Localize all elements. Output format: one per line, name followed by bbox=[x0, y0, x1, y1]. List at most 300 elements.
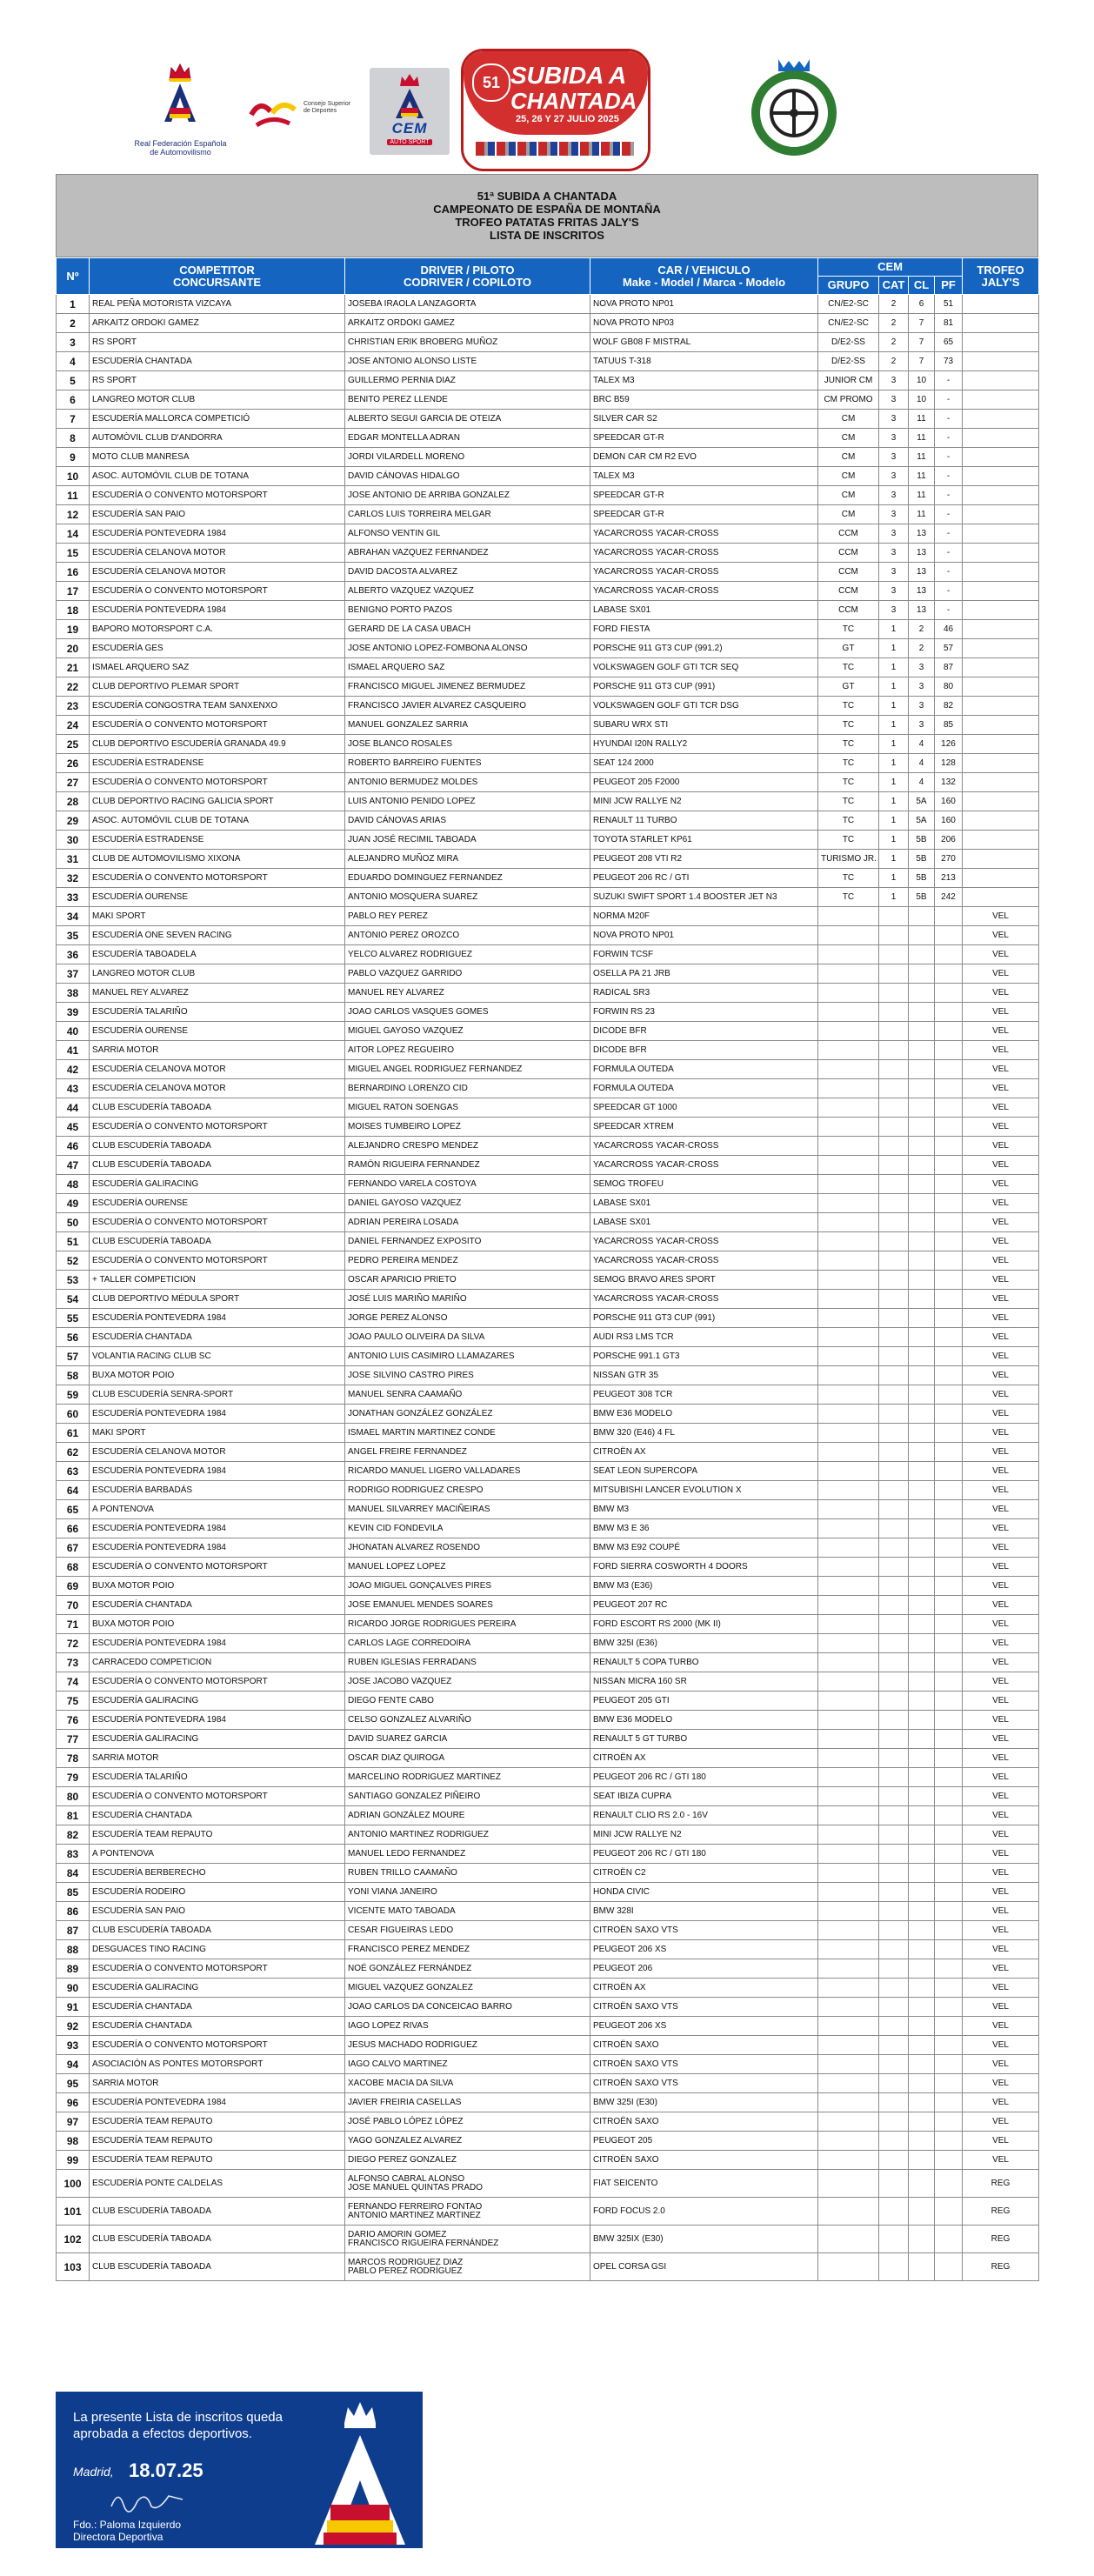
cell-trofeo: VEL bbox=[963, 1271, 1039, 1290]
cell-cl bbox=[909, 1672, 935, 1692]
table-row bbox=[57, 2151, 1039, 2170]
header-cem: CEM bbox=[818, 258, 963, 277]
cell-grupo bbox=[818, 1883, 879, 1902]
header-trofeo-2: JALY'S bbox=[981, 275, 1020, 289]
cell-cat bbox=[879, 2170, 909, 2198]
cell-driver: IAGO LOPEZ RIVAS bbox=[345, 2017, 590, 2036]
cell-entry-number: 91 bbox=[57, 1998, 90, 2017]
cell-cat bbox=[879, 2036, 909, 2055]
cell-cl: 4 bbox=[909, 735, 935, 754]
cell-pf bbox=[935, 1787, 963, 1806]
cell-entry-number: 19 bbox=[57, 620, 90, 639]
logo-line-2: CHANTADA bbox=[510, 88, 637, 114]
cell-cat bbox=[879, 1251, 909, 1271]
cell-competitor: ESCUDERÍA O CONVENTO MOTORSPORT bbox=[90, 773, 345, 792]
cell-driver: FRANCISCO JAVIER ALVAREZ CASQUEIRO bbox=[345, 697, 590, 716]
cell-grupo bbox=[818, 2036, 879, 2055]
cell-competitor: ESCUDERÍA GALIRACING bbox=[90, 1730, 345, 1749]
cell-competitor: ESCUDERÍA PONTE CALDELAS bbox=[90, 2170, 345, 2198]
cell-pf: 132 bbox=[935, 773, 963, 792]
header-car bbox=[590, 258, 818, 295]
cell-grupo bbox=[818, 2093, 879, 2112]
cell-entry-number: 51 bbox=[57, 1232, 90, 1251]
cell-grupo: GT bbox=[818, 639, 879, 658]
cell-vehicle: SPEEDCAR GT-R bbox=[590, 429, 818, 448]
cell-pf bbox=[935, 1194, 963, 1213]
cell-cl bbox=[909, 1711, 935, 1730]
cell-driver: ADRIAN PEREIRA LOSADA bbox=[345, 1213, 590, 1232]
cell-driver: LUIS ANTONIO PENIDO LOPEZ bbox=[345, 792, 590, 811]
cem-logo bbox=[370, 68, 450, 155]
table-row bbox=[57, 1405, 1039, 1424]
cell-cl: 13 bbox=[909, 544, 935, 563]
cell-cl bbox=[909, 1118, 935, 1137]
cell-entry-number: 79 bbox=[57, 1768, 90, 1787]
cell-competitor: LANGREO MOTOR CLUB bbox=[90, 390, 345, 410]
cell-trofeo: VEL bbox=[963, 1366, 1039, 1385]
table-row bbox=[57, 1309, 1039, 1328]
cell-entry-number: 33 bbox=[57, 888, 90, 907]
cell-cat: 3 bbox=[879, 448, 909, 467]
cell-cl bbox=[909, 1098, 935, 1118]
cell-vehicle: PEUGEOT 206 bbox=[590, 1959, 818, 1979]
cell-competitor: ESCUDERÍA MALLORCA COMPETICIÓ bbox=[90, 410, 345, 429]
cell-cat bbox=[879, 1653, 909, 1672]
cell-grupo bbox=[818, 2226, 879, 2253]
cell-grupo bbox=[818, 1328, 879, 1347]
cell-cl bbox=[909, 1500, 935, 1519]
cell-entry-number: 88 bbox=[57, 1940, 90, 1959]
cell-cat bbox=[879, 945, 909, 964]
cell-entry-number: 72 bbox=[57, 1634, 90, 1653]
cell-pf bbox=[935, 1079, 963, 1098]
cell-entry-number: 37 bbox=[57, 964, 90, 984]
cell-vehicle: PORSCHE 911 GT3 CUP (991) bbox=[590, 1309, 818, 1328]
cell-cl bbox=[909, 1347, 935, 1366]
cell-competitor: ESCUDERÍA PONTEVEDRA 1984 bbox=[90, 1309, 345, 1328]
cell-pf bbox=[935, 2198, 963, 2226]
cell-pf bbox=[935, 1481, 963, 1500]
cell-cat: 3 bbox=[879, 410, 909, 429]
cell-trofeo: VEL bbox=[963, 964, 1039, 984]
table-row bbox=[57, 677, 1039, 697]
cell-competitor: CLUB ESCUDERÍA TABOADA bbox=[90, 2253, 345, 2281]
cell-cl: 5B bbox=[909, 831, 935, 850]
cell-trofeo bbox=[963, 601, 1039, 620]
rfea-emblem-icon bbox=[308, 2400, 412, 2546]
cell-grupo bbox=[818, 1998, 879, 2017]
cell-competitor: ASOCIACIÓN AS PONTES MOTORSPORT bbox=[90, 2055, 345, 2074]
cell-cl bbox=[909, 907, 935, 926]
cell-vehicle: HONDA CIVIC bbox=[590, 1883, 818, 1902]
cell-entry-number: 80 bbox=[57, 1787, 90, 1806]
cell-driver: OSCAR DIAZ QUIROGA bbox=[345, 1749, 590, 1768]
cell-grupo bbox=[818, 1806, 879, 1825]
cell-cl bbox=[909, 1232, 935, 1251]
cell-entry-number: 48 bbox=[57, 1175, 90, 1194]
cell-pf bbox=[935, 1940, 963, 1959]
cell-trofeo: VEL bbox=[963, 1385, 1039, 1405]
cell-cat: 1 bbox=[879, 888, 909, 907]
cell-cl bbox=[909, 2132, 935, 2151]
cell-entry-number: 54 bbox=[57, 1290, 90, 1309]
cell-pf bbox=[935, 1232, 963, 1251]
cell-cat bbox=[879, 1596, 909, 1615]
cell-grupo bbox=[818, 1385, 879, 1405]
cell-cat bbox=[879, 907, 909, 926]
cell-trofeo: VEL bbox=[963, 984, 1039, 1003]
cell-driver: MIGUEL VAZQUEZ GONZALEZ bbox=[345, 1979, 590, 1998]
cell-competitor: ESCUDERÍA SAN PAIO bbox=[90, 505, 345, 524]
cell-entry-number: 89 bbox=[57, 1959, 90, 1979]
cell-cl bbox=[909, 2226, 935, 2253]
cell-cat: 1 bbox=[879, 831, 909, 850]
table-row bbox=[57, 2112, 1039, 2132]
header-car-es: Make - Model / Marca - Modelo bbox=[622, 275, 786, 289]
table-row bbox=[57, 1347, 1039, 1366]
cell-trofeo: VEL bbox=[963, 1003, 1039, 1022]
cell-pf bbox=[935, 1424, 963, 1443]
cell-vehicle: BMW 320 (E46) 4 FL bbox=[590, 1424, 818, 1443]
cell-competitor: ESCUDERÍA OURENSE bbox=[90, 888, 345, 907]
cell-pf bbox=[935, 1213, 963, 1232]
cell-pf bbox=[935, 2093, 963, 2112]
cell-competitor: ASOC. AUTOMÓVIL CLUB DE TOTANA bbox=[90, 467, 345, 486]
cell-competitor: ESCUDERÍA CELANOVA MOTOR bbox=[90, 1060, 345, 1079]
cell-competitor: CLUB ESCUDERÍA TABOADA bbox=[90, 1921, 345, 1940]
cell-pf bbox=[935, 1692, 963, 1711]
cell-pf bbox=[935, 1462, 963, 1481]
cell-trofeo: VEL bbox=[963, 1232, 1039, 1251]
cell-vehicle: BRC B59 bbox=[590, 390, 818, 410]
cell-grupo: TC bbox=[818, 716, 879, 735]
cell-competitor: CLUB DEPORTIVO ESCUDERÍA GRANADA 49.9 bbox=[90, 735, 345, 754]
table-row bbox=[57, 1768, 1039, 1787]
cell-vehicle: VOLKSWAGEN GOLF GTI TCR SEQ bbox=[590, 658, 818, 677]
cell-grupo bbox=[818, 1768, 879, 1787]
cell-cl bbox=[909, 1328, 935, 1347]
cell-cl: 4 bbox=[909, 754, 935, 773]
cell-cl: 2 bbox=[909, 620, 935, 639]
cell-cl: 5B bbox=[909, 869, 935, 888]
table-row bbox=[57, 735, 1039, 754]
cell-pf: 73 bbox=[935, 352, 963, 371]
cell-driver: CELSO GONZALEZ ALVARIÑO bbox=[345, 1711, 590, 1730]
cell-vehicle: MINI JCW RALLYE N2 bbox=[590, 1825, 818, 1845]
cell-pf bbox=[935, 1405, 963, 1424]
cell-vehicle: SEMOG TROFEU bbox=[590, 1175, 818, 1194]
cell-vehicle: NOVA PROTO NP03 bbox=[590, 314, 818, 333]
cell-grupo: CM PROMO bbox=[818, 390, 879, 410]
cell-grupo bbox=[818, 1538, 879, 1558]
cell-cat bbox=[879, 1213, 909, 1232]
cell-driver: JORDI VILARDELL MORENO bbox=[345, 448, 590, 467]
cell-pf: - bbox=[935, 563, 963, 582]
codriver-name: PABLO PEREZ RODRÍGUEZ bbox=[348, 2266, 463, 2276]
cell-pf: - bbox=[935, 524, 963, 544]
cell-trofeo: REG bbox=[963, 2198, 1039, 2226]
cell-grupo: TC bbox=[818, 811, 879, 831]
cell-vehicle: BMW M3 bbox=[590, 1500, 818, 1519]
cell-cat: 1 bbox=[879, 850, 909, 869]
table-row bbox=[57, 792, 1039, 811]
cell-competitor: DESGUACES TINO RACING bbox=[90, 1940, 345, 1959]
cell-cl bbox=[909, 984, 935, 1003]
cell-grupo: CCM bbox=[818, 563, 879, 582]
cell-cat bbox=[879, 1424, 909, 1443]
cell-entry-number: 82 bbox=[57, 1825, 90, 1845]
cell-vehicle: TATUUS T-318 bbox=[590, 352, 818, 371]
cell-competitor: MANUEL REY ALVAREZ bbox=[90, 984, 345, 1003]
cell-cl: 13 bbox=[909, 601, 935, 620]
cell-vehicle: PEUGEOT 207 RC bbox=[590, 1596, 818, 1615]
cell-competitor: ESCUDERÍA CHANTADA bbox=[90, 2017, 345, 2036]
cell-driver: MIGUEL ANGEL RODRIGUEZ FERNANDEZ bbox=[345, 1060, 590, 1079]
table-row bbox=[57, 390, 1039, 410]
cell-pf: - bbox=[935, 601, 963, 620]
logos-header bbox=[0, 0, 1094, 174]
cell-grupo: TC bbox=[818, 773, 879, 792]
cell-trofeo: VEL bbox=[963, 1156, 1039, 1175]
cell-vehicle: CITROËN SAXO bbox=[590, 2151, 818, 2170]
cell-pf: - bbox=[935, 467, 963, 486]
cell-grupo bbox=[818, 1711, 879, 1730]
cell-cl: 11 bbox=[909, 410, 935, 429]
cell-grupo bbox=[818, 1864, 879, 1883]
cell-vehicle: FORWIN RS 23 bbox=[590, 1003, 818, 1022]
cell-entry-number: 97 bbox=[57, 2112, 90, 2132]
header-cat: CAT bbox=[879, 277, 909, 295]
table-row bbox=[57, 1787, 1039, 1806]
cell-cl bbox=[909, 926, 935, 945]
cell-pf bbox=[935, 1309, 963, 1328]
cell-cat bbox=[879, 1845, 909, 1864]
cell-cat bbox=[879, 1558, 909, 1577]
header-driver-es: CODRIVER / COPILOTO bbox=[403, 275, 532, 289]
cell-cat bbox=[879, 1232, 909, 1251]
cell-cat: 1 bbox=[879, 811, 909, 831]
cell-driver: FRANCISCO MIGUEL JIMENEZ BERMUDEZ bbox=[345, 677, 590, 697]
cell-cl: 5A bbox=[909, 811, 935, 831]
cell-vehicle: YACARCROSS YACAR-CROSS bbox=[590, 1156, 818, 1175]
cell-cat bbox=[879, 1538, 909, 1558]
cell-cl: 7 bbox=[909, 352, 935, 371]
cell-trofeo bbox=[963, 390, 1039, 410]
cell-grupo bbox=[818, 926, 879, 945]
cell-cat bbox=[879, 1921, 909, 1940]
table-row bbox=[57, 486, 1039, 505]
cell-grupo bbox=[818, 1921, 879, 1940]
cell-vehicle: HYUNDAI I20N RALLY2 bbox=[590, 735, 818, 754]
cell-entry-number: 41 bbox=[57, 1041, 90, 1060]
cell-grupo bbox=[818, 2198, 879, 2226]
cell-grupo: CM bbox=[818, 486, 879, 505]
cell-competitor: MAKI SPORT bbox=[90, 1424, 345, 1443]
table-row bbox=[57, 754, 1039, 773]
cell-cat bbox=[879, 1692, 909, 1711]
table-row bbox=[57, 1462, 1039, 1481]
cell-cat: 3 bbox=[879, 505, 909, 524]
cell-cl bbox=[909, 1156, 935, 1175]
cell-cl: 5A bbox=[909, 792, 935, 811]
header-competitor bbox=[90, 258, 345, 295]
cell-grupo: CM bbox=[818, 410, 879, 429]
cell-cl bbox=[909, 1825, 935, 1845]
table-row bbox=[57, 1979, 1039, 1998]
rfea-logo bbox=[130, 63, 230, 157]
cell-competitor: ESCUDERÍA PONTEVEDRA 1984 bbox=[90, 2093, 345, 2112]
cell-driver: GERARD DE LA CASA UBACH bbox=[345, 620, 590, 639]
cell-entry-number: 42 bbox=[57, 1060, 90, 1079]
cell-cat bbox=[879, 1060, 909, 1079]
signer-role: Directora Deportiva bbox=[73, 2531, 163, 2543]
cell-competitor: ESCUDERÍA GALIRACING bbox=[90, 1692, 345, 1711]
cell-pf: - bbox=[935, 544, 963, 563]
cell-pf: 57 bbox=[935, 639, 963, 658]
cell-vehicle: FORD SIERRA COSWORTH 4 DOORS bbox=[590, 1558, 818, 1577]
table-row bbox=[57, 1366, 1039, 1385]
cell-competitor: A PONTENOVA bbox=[90, 1845, 345, 1864]
cell-cat: 3 bbox=[879, 390, 909, 410]
cell-pf: 270 bbox=[935, 850, 963, 869]
cell-competitor: ESCUDERÍA SAN PAIO bbox=[90, 1902, 345, 1921]
table-row bbox=[57, 1672, 1039, 1692]
cell-driver: BENITO PEREZ LLENDE bbox=[345, 390, 590, 410]
cell-grupo: D/E2-SS bbox=[818, 352, 879, 371]
table-row bbox=[57, 1653, 1039, 1672]
cell-entry-number: 67 bbox=[57, 1538, 90, 1558]
cell-cat bbox=[879, 2074, 909, 2093]
cell-pf: 51 bbox=[935, 295, 963, 314]
cell-trofeo: VEL bbox=[963, 1902, 1039, 1921]
cell-entry-number: 4 bbox=[57, 352, 90, 371]
cell-driver: MANUEL REY ALVAREZ bbox=[345, 984, 590, 1003]
approval-date: 18.07.25 bbox=[129, 2459, 203, 2481]
table-row bbox=[57, 467, 1039, 486]
table-row bbox=[57, 716, 1039, 735]
cell-pf bbox=[935, 1883, 963, 1902]
table-row bbox=[57, 1098, 1039, 1118]
cell-vehicle: FORD FIESTA bbox=[590, 620, 818, 639]
cell-cat bbox=[879, 1462, 909, 1481]
cell-cl bbox=[909, 1251, 935, 1271]
cell-grupo: CM bbox=[818, 467, 879, 486]
cell-cat bbox=[879, 1079, 909, 1098]
sponsor-strip bbox=[476, 142, 634, 156]
cell-cl bbox=[909, 1979, 935, 1998]
cell-competitor: CLUB ESCUDERÍA TABOADA bbox=[90, 2198, 345, 2226]
cell-cl: 7 bbox=[909, 314, 935, 333]
cell-vehicle: CITROËN SAXO bbox=[590, 2036, 818, 2055]
cell-competitor: ESCUDERÍA RODEIRO bbox=[90, 1883, 345, 1902]
cell-cl bbox=[909, 1041, 935, 1060]
cell-driver: JHONATAN ALVAREZ ROSENDO bbox=[345, 1538, 590, 1558]
cell-cl bbox=[909, 1060, 935, 1079]
cell-entry-number: 26 bbox=[57, 754, 90, 773]
cell-cat bbox=[879, 1118, 909, 1137]
cell-pf bbox=[935, 1060, 963, 1079]
cell-entry-number: 78 bbox=[57, 1749, 90, 1768]
cell-grupo bbox=[818, 2151, 879, 2170]
cell-driver bbox=[345, 2170, 590, 2198]
cell-entry-number: 31 bbox=[57, 850, 90, 869]
cell-driver: IAGO CALVO MARTINEZ bbox=[345, 2055, 590, 2074]
table-row bbox=[57, 1137, 1039, 1156]
cell-grupo bbox=[818, 1290, 879, 1309]
cell-cat: 3 bbox=[879, 601, 909, 620]
cell-vehicle: PORSCHE 991.1 GT3 bbox=[590, 1347, 818, 1366]
cell-entry-number: 60 bbox=[57, 1405, 90, 1424]
cell-grupo: CM bbox=[818, 448, 879, 467]
cell-vehicle: TALEX M3 bbox=[590, 371, 818, 390]
cell-vehicle: YACARCROSS YACAR-CROSS bbox=[590, 1232, 818, 1251]
cell-competitor: ESCUDERÍA O CONVENTO MOTORSPORT bbox=[90, 1251, 345, 1271]
crown-icon bbox=[168, 63, 192, 82]
cell-grupo: CM bbox=[818, 505, 879, 524]
cell-grupo bbox=[818, 1615, 879, 1634]
cell-competitor: BUXA MOTOR POIO bbox=[90, 1615, 345, 1634]
cell-vehicle: LABASE SX01 bbox=[590, 1213, 818, 1232]
cell-cat: 1 bbox=[879, 677, 909, 697]
cell-vehicle: PORSCHE 911 GT3 CUP (991) bbox=[590, 677, 818, 697]
cell-competitor: ESCUDERÍA ESTRADENSE bbox=[90, 754, 345, 773]
cell-vehicle: PEUGEOT 208 VTI R2 bbox=[590, 850, 818, 869]
cell-pf bbox=[935, 2112, 963, 2132]
cell-competitor: BUXA MOTOR POIO bbox=[90, 1366, 345, 1385]
cell-cl bbox=[909, 1730, 935, 1749]
cell-trofeo bbox=[963, 869, 1039, 888]
cell-competitor: ESCUDERÍA PONTEVEDRA 1984 bbox=[90, 1405, 345, 1424]
cell-pf: - bbox=[935, 486, 963, 505]
cell-cat bbox=[879, 2093, 909, 2112]
table-row bbox=[57, 1290, 1039, 1309]
table-row bbox=[57, 1538, 1039, 1558]
cell-trofeo: VEL bbox=[963, 1098, 1039, 1118]
cell-pf: - bbox=[935, 448, 963, 467]
table-row bbox=[57, 1902, 1039, 1921]
cell-trofeo bbox=[963, 544, 1039, 563]
cell-entry-number: 20 bbox=[57, 639, 90, 658]
cell-grupo: CCM bbox=[818, 544, 879, 563]
cell-pf: - bbox=[935, 371, 963, 390]
cell-pf bbox=[935, 1366, 963, 1385]
cell-pf bbox=[935, 2036, 963, 2055]
table-row bbox=[57, 1443, 1039, 1462]
cell-cl bbox=[909, 2170, 935, 2198]
cell-competitor: ARKAITZ ORDOKI GAMEZ bbox=[90, 314, 345, 333]
cell-pf bbox=[935, 1500, 963, 1519]
cell-vehicle: PEUGEOT 205 F2000 bbox=[590, 773, 818, 792]
cell-cat bbox=[879, 1979, 909, 1998]
table-body bbox=[57, 295, 1039, 2281]
cell-grupo bbox=[818, 1692, 879, 1711]
cell-driver: JOAO PAULO OLIVEIRA DA SILVA bbox=[345, 1328, 590, 1347]
cell-entry-number: 55 bbox=[57, 1309, 90, 1328]
cell-cl bbox=[909, 1213, 935, 1232]
cell-driver: JORGE PEREZ ALONSO bbox=[345, 1309, 590, 1328]
cell-competitor: ESCUDERÍA PONTEVEDRA 1984 bbox=[90, 1462, 345, 1481]
table-row bbox=[57, 697, 1039, 716]
table-row bbox=[57, 1481, 1039, 1500]
cell-driver: ANTONIO BERMUDEZ MOLDES bbox=[345, 773, 590, 792]
cell-entry-number: 23 bbox=[57, 697, 90, 716]
cell-driver: MANUEL LOPEZ LOPEZ bbox=[345, 1558, 590, 1577]
cell-driver: JOSE ANTONIO LOPEZ-FOMBONA ALONSO bbox=[345, 639, 590, 658]
cell-entry-number: 84 bbox=[57, 1864, 90, 1883]
cell-entry-number: 75 bbox=[57, 1692, 90, 1711]
table-row bbox=[57, 869, 1039, 888]
title-list: LISTA DE INSCRITOS bbox=[490, 229, 604, 242]
